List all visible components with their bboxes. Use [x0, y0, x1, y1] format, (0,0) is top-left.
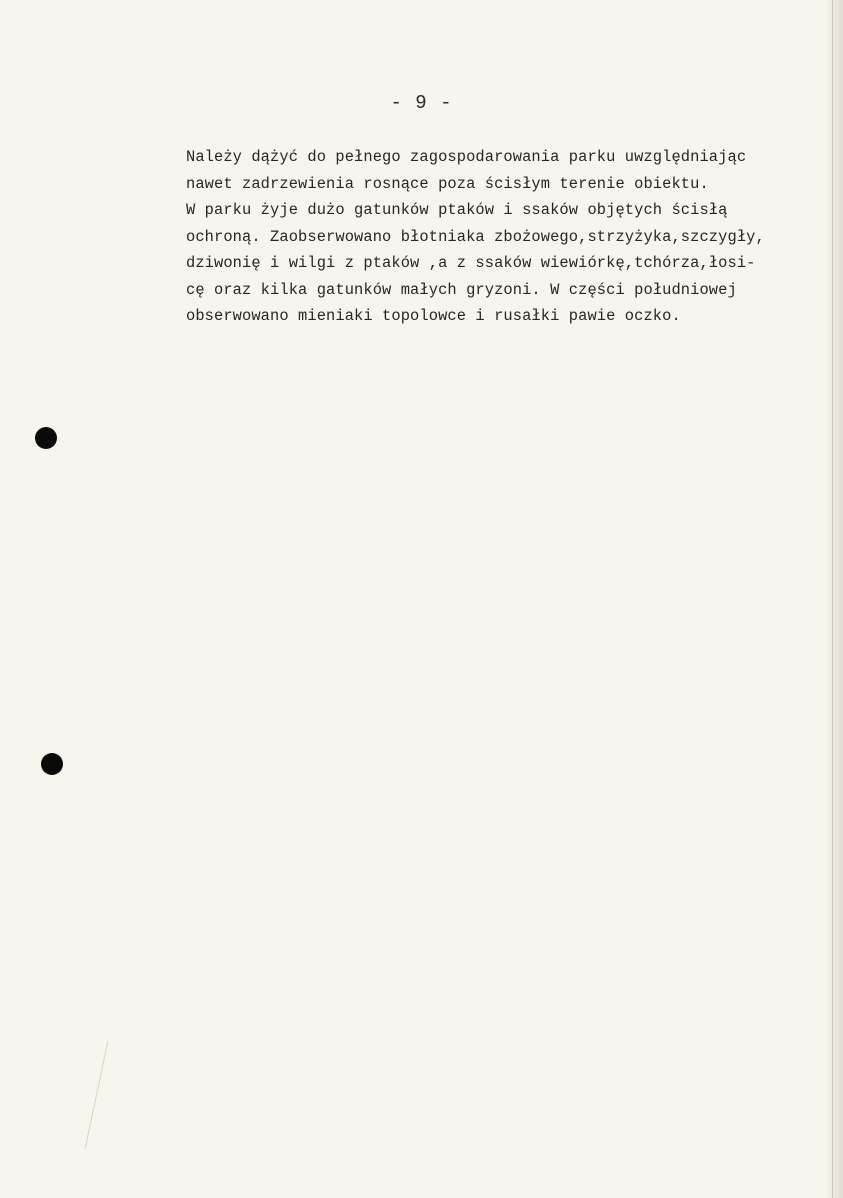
- paragraph-line: W parku żyje dużo gatunków ptaków i ssaków objętych ścisłą: [186, 201, 728, 219]
- paragraph-line: cę oraz kilka gatunków małych gryzoni. W części południowej: [186, 280, 737, 299]
- paragraph-line: dziwonię i wilgi z ptaków ,a z ssaków wiewiórkę,tchórza,łosi-: [186, 254, 756, 272]
- paragraph-line: ochroną. Zaobserwowano błotniaka zbożowego,strzyżyka,szczygły,: [186, 227, 765, 246]
- paragraph-line: obserwowano mieniaki topolowce i rusałki pawie oczko.: [186, 307, 681, 325]
- paper-edge-line: [832, 0, 833, 1198]
- punch-hole-icon: [41, 753, 63, 775]
- paper-fold-mark: [85, 1041, 109, 1149]
- body-paragraph: [186, 144, 826, 330]
- paper-edge-shadow: [825, 0, 843, 1198]
- page-number: - 9 -: [390, 92, 453, 114]
- paragraph-line: nawet zadrzewienia rosnące poza ścisłym terenie obiektu.: [186, 174, 709, 193]
- paragraph-line: Należy dążyć do pełnego zagospodarowania parku uwzględniając: [186, 148, 747, 166]
- punch-hole-icon: [35, 427, 57, 449]
